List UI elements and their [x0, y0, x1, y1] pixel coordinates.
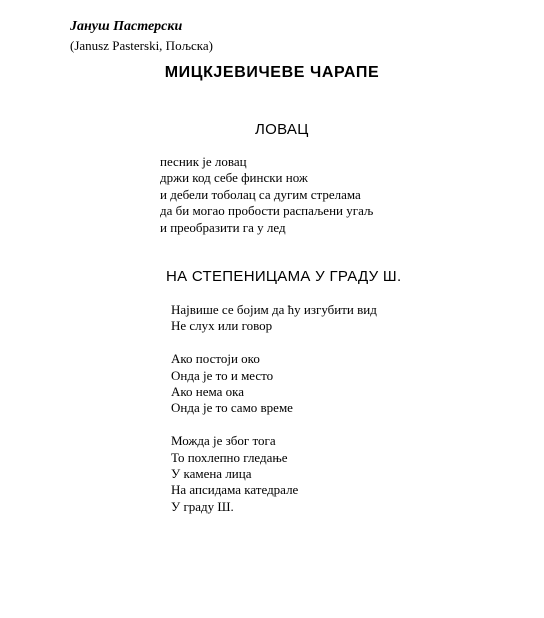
poem-body-stairs — [171, 302, 377, 515]
poem-line: песник је ловац — [160, 154, 247, 169]
poem-line: На апсидама катедрале — [171, 482, 299, 498]
poem-title-hunter: ЛОВАЦ — [255, 121, 309, 138]
stanza-break — [171, 417, 377, 433]
poem-line: држи код себе фински нож — [160, 170, 308, 186]
poem-line: Онда је то само време — [171, 400, 293, 416]
author-name-latin: (Janusz Pasterski, Пољска) — [70, 38, 214, 53]
poem-line: Не слух или говор — [171, 318, 273, 334]
author-name: Јануш Пастерски — [70, 19, 183, 34]
poem-line: То похлепно гледање — [171, 449, 288, 465]
poem-title-stairs: НА СТЕПЕНИЦАМА У ГРАДУ Ш. — [166, 268, 402, 285]
poem-line: Можда је због тога — [171, 433, 276, 449]
stanza-break — [171, 335, 377, 351]
collection-title: МИЦКЈЕВИЧЕВЕ ЧАРАПЕ — [164, 64, 380, 81]
poem-body-hunter — [160, 154, 373, 236]
poem-line: Онда је то и место — [171, 367, 274, 383]
poem-line: да би могао пробости распаљени угаљ — [160, 203, 374, 219]
poem-line: Ако нема ока — [171, 383, 245, 399]
poem-line: У граду Ш. — [171, 498, 234, 514]
poem-line: Ако постоји око — [171, 351, 260, 367]
poem-line: и преобразити га у лед — [160, 219, 286, 235]
poem-line: У камена лица — [171, 465, 252, 481]
poem-line: и дебели тоболац са дугим стрелама — [160, 186, 361, 202]
poem-line: Највише се бојим да ћу изгубити вид — [171, 302, 377, 317]
